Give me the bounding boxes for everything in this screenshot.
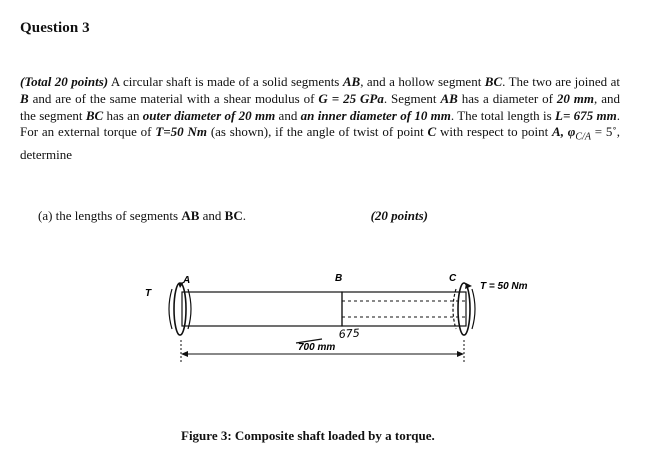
text-run: . (242, 208, 246, 223)
segment-ab-shape (182, 292, 342, 326)
dimension-label: 700 mm (298, 342, 336, 353)
outer-diameter: outer diameter of 20 mm (142, 107, 276, 123)
inner-diameter: an inner diameter of 10 mm (300, 107, 451, 123)
point-c: C (427, 124, 437, 140)
total-length: L= 675 mm (555, 107, 617, 123)
phi-subscript: C/A (575, 131, 591, 143)
text-run: . Segment (383, 90, 441, 106)
segment-bc: BC (484, 74, 503, 89)
point-b: B (20, 90, 29, 106)
handwritten-correction: 675 (338, 326, 361, 341)
right-torque-flange (453, 283, 475, 335)
point-a: A, (552, 124, 568, 140)
label-b: B (335, 273, 343, 284)
diameter-ab: 20 mm (556, 90, 595, 106)
label-c: C (449, 273, 457, 284)
label-a: A (183, 275, 191, 286)
part-a-text: (a) the lengths of segments (38, 208, 182, 223)
text-run: and (275, 107, 301, 123)
text-run: . For an external torque of (20, 107, 620, 140)
part-a-points: (20 points) (370, 208, 428, 223)
text-run: with respect to point (436, 124, 553, 140)
dim-arrow-right (457, 351, 464, 357)
phi-symbol: φ (567, 124, 576, 140)
text-run: has a diameter of (457, 90, 557, 106)
text-run: has an (103, 107, 143, 123)
text-run: . The total length is (450, 107, 556, 123)
segment-bc: BC (224, 208, 243, 223)
label-t-right: T = 50 Nm (480, 281, 528, 292)
text-run: , and the segment (20, 90, 620, 123)
segment-ab: AB (181, 208, 200, 223)
text-run: A circular shaft is made of a solid segments (108, 74, 343, 89)
segment-bc-shape (342, 292, 466, 326)
question-title: Question 3 (20, 20, 90, 36)
left-torque-flange (169, 282, 191, 335)
figure-caption: Figure 3: Composite shaft loaded by a torque. (181, 428, 435, 443)
text-run: and (199, 208, 225, 223)
segment-bc: BC (85, 107, 104, 123)
points-label: (Total 20 points) (20, 74, 109, 89)
segment-ab: AB (342, 74, 361, 89)
text-run: = 5˚, determine (20, 124, 621, 162)
text-run: and are of the same material with a shear modulus of (28, 90, 319, 106)
text-run: (as shown), if the angle of twist of point (207, 124, 428, 140)
segment-ab: AB (440, 90, 458, 106)
shear-modulus: G = 25 GPa (318, 90, 384, 106)
dim-arrow-left (181, 351, 188, 357)
text-run: . The two are joined at (502, 74, 620, 89)
label-t-left: T (145, 288, 152, 299)
text-run: , and a hollow segment (360, 74, 485, 89)
torque-value: T=50 Nm (155, 124, 207, 140)
